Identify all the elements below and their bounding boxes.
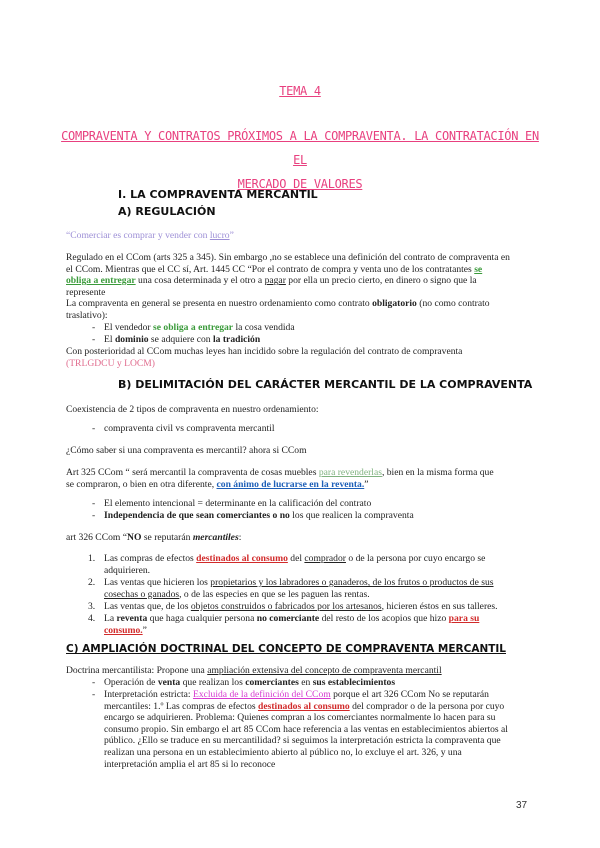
subheading-b: B) DELIMITACIÓN DEL CARÁCTER MERCANTIL DE LA COMPRAVENTA	[118, 378, 533, 391]
regulation-paragraph: Regulado en el CCom (arts 325 a 345). Sin embargo ,no se establece una definición del contrato de compraventa en el CCom. Mientras que el CC sí, Art. 1445 CC “Por el contrato de compra y venta uno de los contratantes se obliga a entregar una cosa determinada y el otro a pagar por ella un precio cierto, en dinero o signo que la represente La compraventa en general se presenta en nuestro ordenamiento como contrato obligatorio (no como contrato traslativo):	[66, 252, 510, 321]
list-item-3: Las ventas que, de los objetos construidos o fabricados por los artesanos, hicieren éstos en sus talleres.	[104, 601, 498, 612]
bullet-dash: -	[92, 334, 96, 345]
list-number: 3.	[88, 601, 96, 612]
later-laws-paragraph: Con posterioridad al CCom muchas leyes han incidido sobre la regulación del contrato de compraventa (TRLGDCU y LOCM)	[66, 346, 463, 369]
topic-title: TEMA 4	[279, 84, 321, 98]
subheading-c: C) AMPLIACIÓN DOCTRINAL DEL CONCEPTO DE COMPRAVENTA MERCANTIL	[66, 643, 506, 655]
list-number: 2.	[88, 577, 96, 588]
chapter-title	[60, 124, 540, 196]
coexistence-item: compraventa civil vs compraventa mercantil	[104, 423, 275, 434]
question-text: ¿Cómo saber si una compraventa es mercantil? ahora si CCom	[66, 445, 307, 456]
quote: “Comerciar es comprar y vender con lucro”	[66, 230, 234, 241]
art325-paragraph: Art 325 CCom “ será mercantil la compraventa de cosas muebles para revenderlas, bien en la misma forma que se compraron, o bien en otra diferente, con ánimo de lucrarse en la reventa.”	[66, 467, 494, 490]
bullet-domain: El dominio se adquiere con la tradición	[104, 334, 261, 345]
page-number: 37	[516, 800, 528, 811]
bullet-dash: -	[92, 498, 96, 509]
strict-interpretation-item: Interpretación estricta: Excluida de la definición del CCom porque el art 326 CCom No se reputarán mercantiles: 1.º Las compras de efectos destinados al consumo del comprador o de la persona por cuyo encargo se adquirieren. Problema: Quienes compran a los comerciantes normalmente lo hacen para su consumo propio. Sin embargo el art 85 CCom hace referencia a las ventas en establecimientos abiertos al público. ¿Ello se traduce en su mercantilidad? si seguimos la interpretación estricta la compraventa que realizan una persona en un establecimiento abierto al público no, lo excluye el art. 326, y una interpretación amplia el art 85 si lo reconoce	[104, 689, 508, 770]
section-heading-i: I. LA COMPRAVENTA MERCANTIL	[118, 188, 318, 201]
chapter-title-line2: MERCADO DE VALORES	[237, 177, 363, 191]
independence-element: Independencia de que sean comerciantes o no los que realicen la compraventa	[104, 510, 414, 521]
doctrine-text: Doctrina mercantilista: Propone una ampliación extensiva del concepto de compraventa mercantil	[66, 665, 442, 676]
bullet-seller: El vendedor se obliga a entregar la cosa vendida	[104, 322, 295, 333]
list-number: 1.	[88, 553, 96, 564]
coexistence-text: Coexistencia de 2 tipos de compraventa en nuestro ordenamiento:	[66, 404, 319, 415]
chapter-title-line1: COMPRAVENTA Y CONTRATOS PRÓXIMOS A LA COMPRAVENTA. LA CONTRATACIÓN EN EL	[61, 129, 539, 167]
intentional-element: El elemento intencional = determinante en la calificación del contrato	[104, 498, 372, 509]
bullet-dash: -	[92, 322, 96, 333]
art326-intro: art 326 CCom “NO se reputarán mercantiles:	[66, 532, 242, 543]
list-number: 4.	[88, 613, 96, 624]
bullet-dash: -	[92, 677, 96, 688]
bullet-dash: -	[92, 423, 96, 434]
list-item-4: La reventa que haga cualquier persona no comerciante del resto de los acopios que hizo para su consumo.”	[104, 613, 480, 636]
list-item-2: Las ventas que hicieren los propietarios y los labradores o ganaderos, de los frutos o productos de sus cosechas o ganados, o de las especies en que se les paguen las rentas.	[104, 577, 494, 600]
operation-item: Operación de venta que realizan los comerciantes en sus establecimientos	[104, 677, 396, 688]
list-item-1: Las compras de efectos destinados al consumo del comprador o de la persona por cuyo encargo se adquirieren.	[104, 553, 486, 576]
bullet-dash: -	[92, 689, 96, 700]
bullet-dash: -	[92, 510, 96, 521]
subheading-a: A) REGULACIÓN	[118, 205, 216, 218]
